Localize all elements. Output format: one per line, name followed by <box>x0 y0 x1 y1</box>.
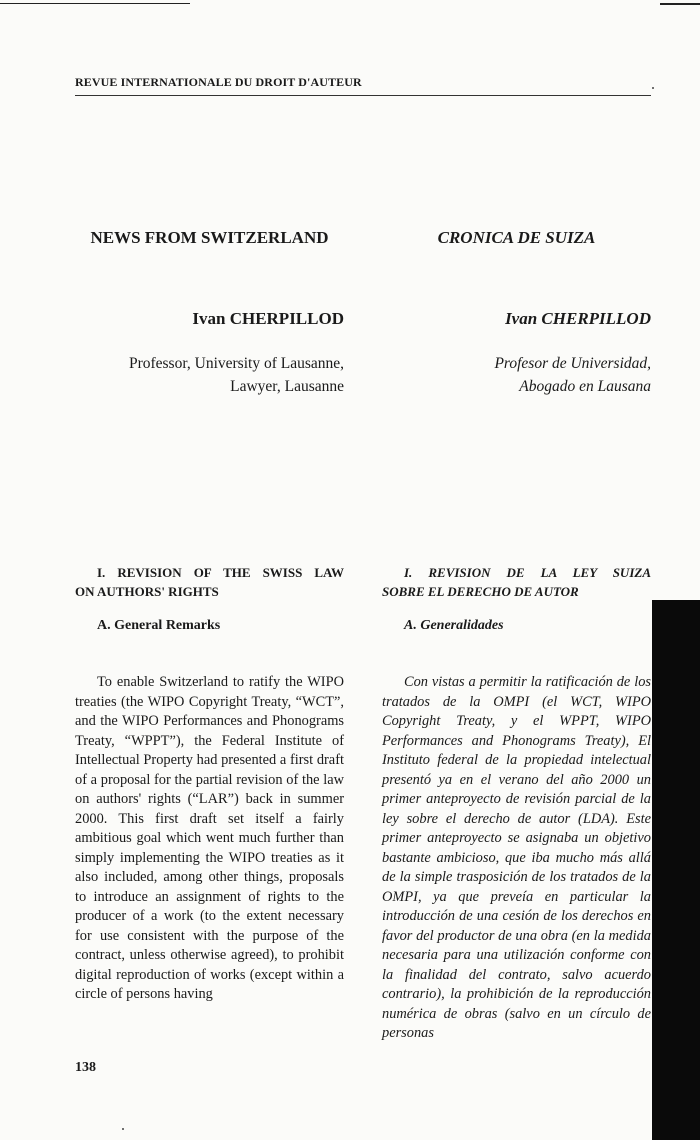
english-section-heading <box>75 563 344 601</box>
english-section-line-1: I. REVISION OF THE SWISS LAW <box>97 565 344 580</box>
english-author: Ivan CHERPILLOD <box>192 309 344 328</box>
page-number: 138 <box>75 1060 96 1075</box>
header-rule <box>75 95 651 96</box>
spanish-section-heading <box>382 563 651 601</box>
english-affiliation-line-1: Professor, University of Lausanne, <box>128 355 344 372</box>
english-subsection-heading: A. General Remarks <box>97 618 221 633</box>
scan-edge-line-right <box>660 3 700 5</box>
english-affiliation <box>75 352 344 398</box>
english-affiliation-line-2: Lawyer, Lausanne <box>230 378 344 395</box>
scan-shadow-bar <box>652 600 700 1140</box>
spanish-affiliation <box>382 352 651 398</box>
english-body-paragraph: To enable Switzerland to ratify the WIPO treaties (the WIPO Copyright Treaty, “WCT”, and the WIPO Performances and Phonograms Treaty, “WPPT”), the Federal Institute of Intellectual Property had presented a first draft of a proposal for the partial revision of the law on authors' rights (“LAR”) back in summer 2000. This first draft set itself a fairly ambitious goal which went much further than simply implementing the WIPO treaties as it also included, among other things, proposals to introduce an assignment of rights to the producer of a work (to the extent necessary for use consistent with the purpose of the contract, unless otherwise agreed), to prohibit digital reproduction of works (except within a circle of persons having <box>75 674 344 1002</box>
spanish-affiliation-line-2: Abogado en Lausana <box>519 378 651 395</box>
scan-edge-line <box>0 3 190 4</box>
spanish-body-paragraph: Con vistas a permitir la ratificación de los tratados de la OMPI (el WCT, WIPO Copyright Treaty, y el WPPT, WIPO Performances and Phonograms Treaty), El Instituto federal de la propiedad intelectual presentó ya en el verano del año 2000 un primer anteproyecto de revisión parcial de la ley sobre el derecho de autor (LDA). Este primer anteproyecto se asignaba un objetivo bastante ambicioso, que iba mucho más allá de la simple trasposición de los tratados de la OMPI, ya que preveía en particular la introducción de una cesión de los derechos en favor del productor de una obra (en la medida necesaria para una utilización conforme con la finalidad del contrato, salvo acuerdo contrario), la prohibición de la reproducción numérica de obras (salvo en un círculo de personas <box>382 674 651 1041</box>
english-section-line-2: ON AUTHORS' RIGHTS <box>75 584 219 599</box>
spanish-section-line-2: SOBRE EL DERECHO DE AUTOR <box>382 584 579 599</box>
english-title: NEWS FROM SWITZERLAND <box>90 228 329 247</box>
scan-speck <box>652 87 654 89</box>
spanish-author: Ivan CHERPILLOD <box>505 309 651 328</box>
journal-header: REVUE INTERNATIONALE DU DROIT D'AUTEUR <box>75 75 362 89</box>
scan-speck <box>122 1128 124 1130</box>
spanish-affiliation-line-1: Profesor de Universidad, <box>494 355 651 372</box>
spanish-subsection-heading: A. Generalidades <box>404 618 504 633</box>
spanish-section-line-1: I. REVISION DE LA LEY SUIZA <box>404 565 651 580</box>
spanish-title: CRONICA DE SUIZA <box>437 228 596 247</box>
